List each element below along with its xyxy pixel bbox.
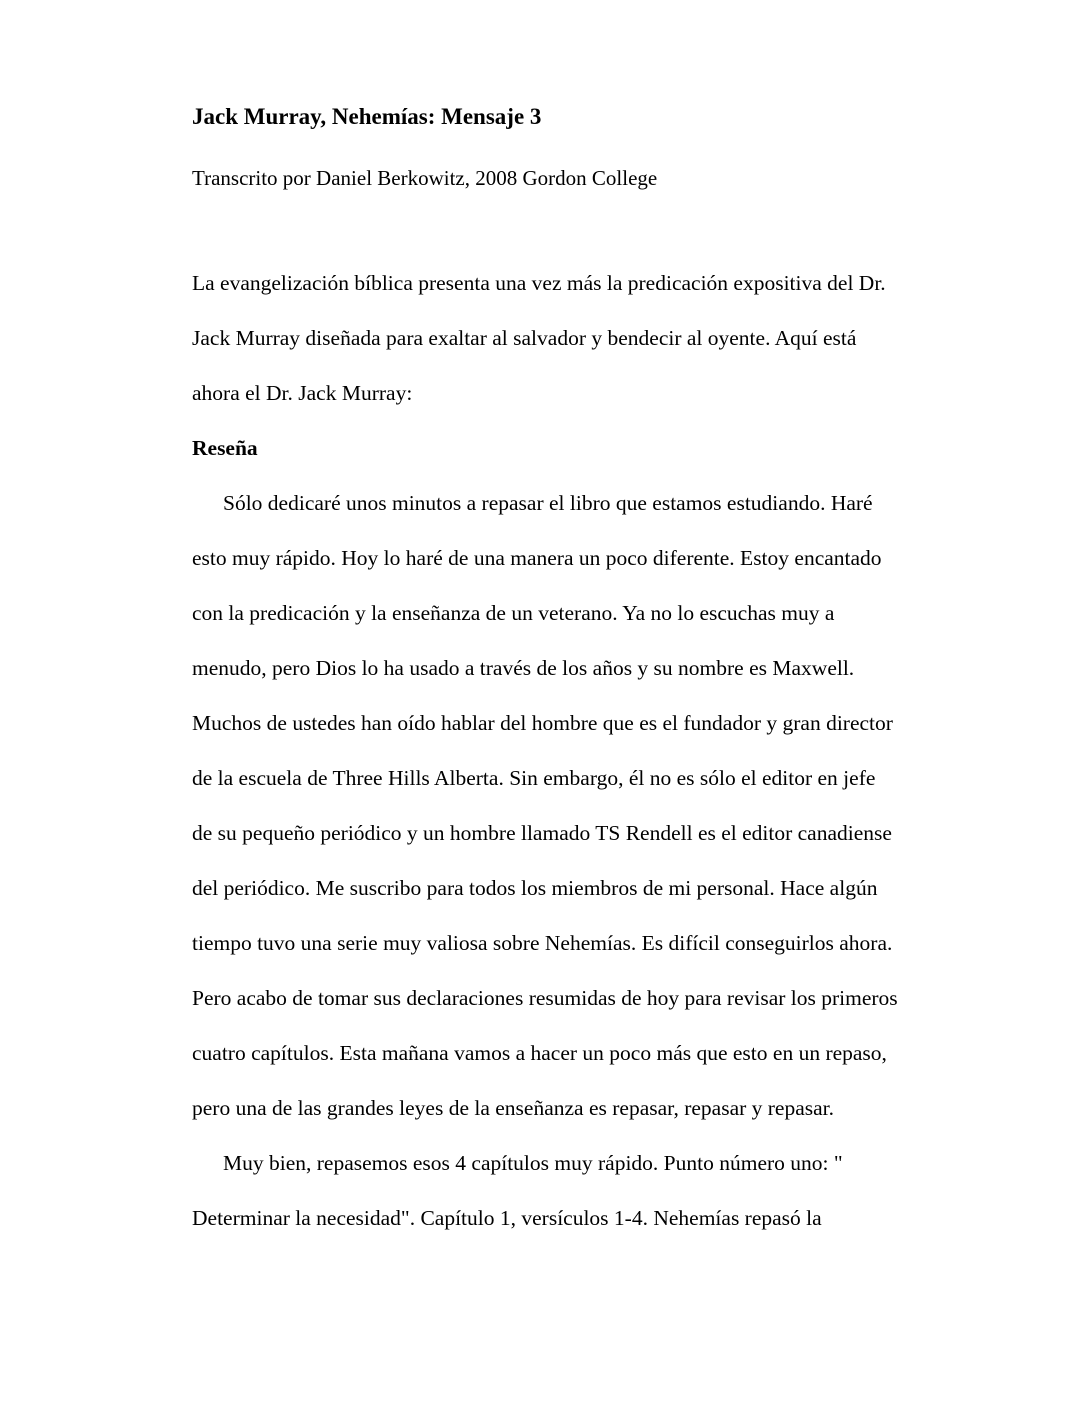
- paragraph-line: cuatro capítulos. Esta mañana vamos a hacer un poco más que esto en un repaso,: [192, 1041, 887, 1065]
- section-heading: Reseña: [192, 436, 258, 460]
- intro-line: Jack Murray diseñada para exaltar al salvador y bendecir al oyente. Aquí está: [192, 326, 857, 350]
- document-title: Jack Murray, Nehemías: Mensaje 3: [192, 104, 542, 129]
- paragraph-line: de su pequeño periódico y un hombre llamado TS Rendell es el editor canadiense: [192, 821, 892, 845]
- paragraph-line: Determinar la necesidad". Capítulo 1, versículos 1-4. Nehemías repasó la: [192, 1206, 822, 1230]
- paragraph-line: menudo, pero Dios lo ha usado a través de los años y su nombre es Maxwell.: [192, 656, 855, 680]
- intro-line: La evangelización bíblica presenta una vez más la predicación expositiva del Dr.: [192, 271, 886, 295]
- paragraph-line: esto muy rápido. Hoy lo haré de una manera un poco diferente. Estoy encantado: [192, 546, 882, 570]
- paragraph-line: con la predicación y la enseñanza de un veterano. Ya no lo escuchas muy a: [192, 601, 835, 625]
- paragraph-line: Muchos de ustedes han oído hablar del hombre que es el fundador y gran director: [192, 711, 893, 735]
- paragraph-line: Pero acabo de tomar sus declaraciones resumidas de hoy para revisar los primeros: [192, 986, 898, 1010]
- paragraph-line: del periódico. Me suscribo para todos los miembros de mi personal. Hace algún: [192, 876, 878, 900]
- paragraph-line: Sólo dedicaré unos minutos a repasar el libro que estamos estudiando. Haré: [223, 491, 873, 515]
- paragraph-line: de la escuela de Three Hills Alberta. Sin embargo, él no es sólo el editor en jefe: [192, 766, 876, 790]
- paragraph-line: tiempo tuvo una serie muy valiosa sobre Nehemías. Es difícil conseguirlos ahora.: [192, 931, 893, 955]
- document-body: [192, 256, 972, 1246]
- intro-line: ahora el Dr. Jack Murray:: [192, 381, 413, 405]
- paragraph-line: pero una de las grandes leyes de la enseñanza es repasar, repasar y repasar.: [192, 1096, 835, 1120]
- document-subtitle: Transcrito por Daniel Berkowitz, 2008 Gordon College: [192, 166, 658, 190]
- paragraph-line: Muy bien, repasemos esos 4 capítulos muy rápido. Punto número uno: ": [223, 1151, 843, 1175]
